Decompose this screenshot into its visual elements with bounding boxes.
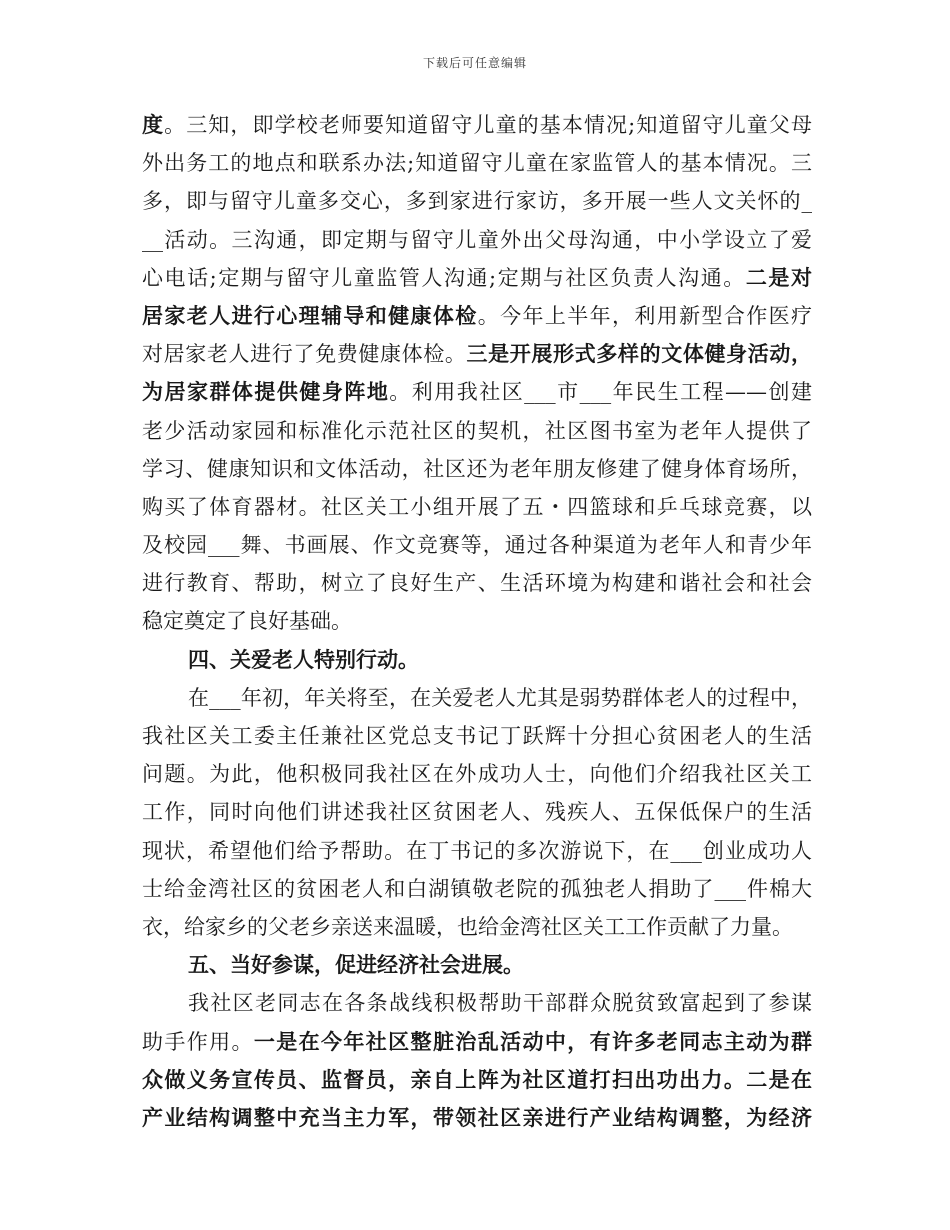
document-body <box>142 106 812 1137</box>
bold-text-run: 为居家群体提供健身阵地 <box>142 379 390 405</box>
text-run: 。利用我社区___市___年民生工程——创建 <box>389 380 812 405</box>
paragraph-line <box>142 450 812 488</box>
bold-text-run: 众做义务宣传员、监督员，亲自上阵为社区道打扫出功出力。二是在 <box>142 1066 812 1092</box>
paragraph-line <box>142 908 812 946</box>
text-run: 及校园___舞、书画展、作文竞赛等，通过各种渠道为老年人和青少年 <box>142 533 812 558</box>
text-run: 士给金湾社区的贫困老人和白湖镇敬老院的孤独老人捐助了___件棉大 <box>142 876 812 901</box>
paragraph-line <box>142 412 812 450</box>
section-heading <box>142 946 812 984</box>
bold-text-run: 一是在今年社区整脏治乱活动中，有许多老同志主动为群 <box>253 1028 812 1054</box>
paragraph-line <box>142 602 812 640</box>
text-run: 对居家老人进行了免费健康体检。 <box>142 342 467 367</box>
text-run: 购买了体育器材。社区关工小组开展了五・四篮球和乒乓球竞赛，以 <box>142 494 812 519</box>
paragraph-line <box>142 793 812 831</box>
page-header: 下载后可任意编辑 <box>422 56 527 70</box>
text-run: 外出务工的地点和联系办法;知道留守儿童在家监管人的基本情况。三 <box>142 151 812 176</box>
bold-text-run: 五、当好参谋，促进经济社会进展。 <box>188 952 524 978</box>
paragraph-line <box>142 832 812 870</box>
paragraph-line <box>142 564 812 602</box>
paragraph-line <box>142 259 812 297</box>
paragraph-line <box>142 717 812 755</box>
bold-text-run: 三是开展形式多样的文体健身活动， <box>466 341 812 367</box>
section-heading <box>142 641 812 679</box>
text-run: 我社区老同志在各条战线积极帮助干部群众脱贫致富起到了参谋 <box>188 991 812 1016</box>
text-run: 。今年上半年，利用新型合作医疗 <box>477 303 812 328</box>
paragraph-line <box>142 1061 812 1099</box>
bold-text-run: 产业结构调整中充当主力军，带领社区亲进行产业结构调整，为经济 <box>142 1104 812 1130</box>
paragraph-line <box>142 526 812 564</box>
bold-text-run: 四、关爱老人特别行动。 <box>188 646 419 672</box>
text-run: 工作，同时向他们讲述我社区贫困老人、残疾人、五保低保户的生活 <box>142 800 812 825</box>
paragraph-line <box>142 1023 812 1061</box>
text-run: 多，即与留守儿童多交心，多到家进行家访，多开展一些人文关怀的_ <box>142 189 812 214</box>
paragraph-line <box>142 755 812 793</box>
text-run: 问题。为此，他积极同我社区在外成功人士，向他们介绍我社区关工 <box>142 762 812 787</box>
text-run: __活动。三沟通，即定期与留守儿童外出父母沟通，中小学设立了爱 <box>142 227 812 252</box>
paragraph-line <box>142 106 812 144</box>
paragraph-line <box>142 297 812 335</box>
paragraph-line <box>142 144 812 182</box>
paragraph-line <box>142 679 812 717</box>
bold-text-run: 二是对 <box>745 264 812 290</box>
paragraph-line <box>142 870 812 908</box>
bold-text-run: 度 <box>142 112 165 137</box>
paragraph-line <box>142 1099 812 1137</box>
paragraph-line <box>142 488 812 526</box>
paragraph-line <box>142 984 812 1022</box>
text-run: 衣，给家乡的父老乡亲送来温暖，也给金湾社区关工工作贡献了力量。 <box>142 914 793 939</box>
text-run: 心电话;定期与留守儿童监管人沟通;定期与社区负责人沟通。 <box>142 265 746 290</box>
paragraph-line <box>142 335 812 373</box>
paragraph-line <box>142 221 812 259</box>
text-run: 进行教育、帮助，树立了良好生产、生活环境为构建和谐社会和社会 <box>142 571 812 596</box>
bold-text-run: 居家老人进行心理辅导和健康体检 <box>142 302 478 328</box>
paragraph-line <box>142 373 812 411</box>
text-run: 现状，希望他们给予帮助。在丁书记的多次游说下，在___创业成功人 <box>142 838 812 863</box>
text-run: 学习、健康知识和文体活动，社区还为老年朋友修建了健身体育场所， <box>142 456 812 481</box>
text-run: 。三知，即学校老师要知道留守儿童的基本情况;知道留守儿童父母 <box>164 113 812 137</box>
text-run: 稳定奠定了良好基础。 <box>142 609 352 634</box>
text-run: 我社区关工委主任兼社区党总支书记丁跃辉十分担心贫困老人的生活 <box>142 724 812 748</box>
text-run: 在___年初，年关将至，在关爱老人尤其是弱势群体老人的过程中， <box>188 685 812 710</box>
text-run: 助手作用。 <box>142 1029 254 1054</box>
paragraph-line <box>142 182 812 220</box>
text-run: 老少活动家园和标准化示范社区的契机，社区图书室为老年人提供了 <box>142 418 812 443</box>
